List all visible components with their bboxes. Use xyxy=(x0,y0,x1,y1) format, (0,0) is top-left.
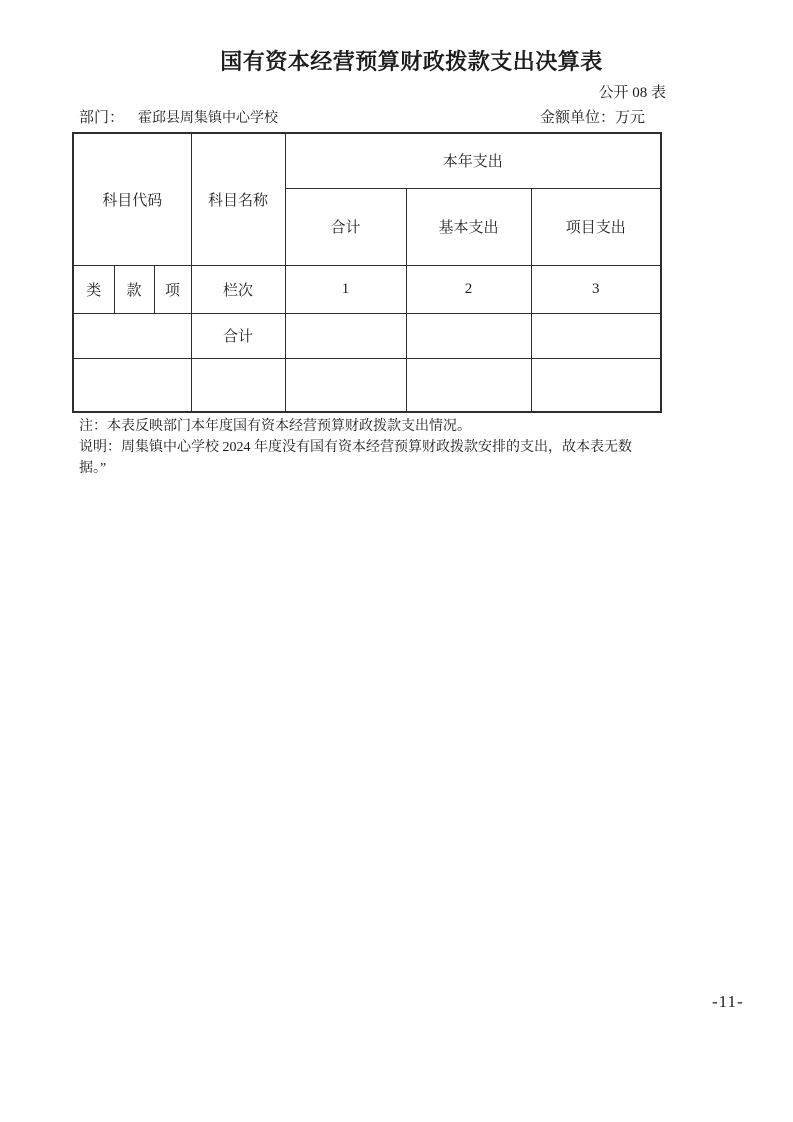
cell-empty-code xyxy=(73,358,191,412)
table-header-row-top xyxy=(73,133,661,188)
amount-unit-label: 金额单位：万元 xyxy=(539,110,645,126)
index-col-1: 1 xyxy=(285,265,406,313)
header-project-expenditure: 项目支出 xyxy=(531,188,661,265)
index-category: 类 xyxy=(73,265,114,313)
index-col-2: 2 xyxy=(406,265,531,313)
explanation-line-2: 据。” xyxy=(79,461,107,476)
department-line xyxy=(79,106,278,127)
table-row-total xyxy=(73,313,661,358)
index-col-3: 3 xyxy=(531,265,661,313)
header-basic-expenditure: 基本支出 xyxy=(406,188,531,265)
header-current-year-expenditure: 本年支出 xyxy=(285,133,661,188)
header-subject-name: 科目名称 xyxy=(191,133,285,265)
page-number: -11- xyxy=(712,992,744,1011)
header-subject-code: 科目代码 xyxy=(73,133,191,265)
cell-total-project xyxy=(531,313,661,358)
department-value: 霍邱县周集镇中心学校 xyxy=(138,111,279,126)
table-index-row xyxy=(73,265,661,313)
cell-total-total xyxy=(285,313,406,358)
index-item: 项 xyxy=(154,265,191,313)
explanation-line-1: 说明：周集镇中心学校 2024 年度没有国有资本经营预算财政拨款安排的支出，故本表无数 xyxy=(79,440,632,455)
cell-empty-project xyxy=(531,358,661,412)
cell-empty-basic xyxy=(406,358,531,412)
form-number-label: 公开 08 表 xyxy=(598,85,666,101)
cell-total-basic xyxy=(406,313,531,358)
expenditure-table xyxy=(72,132,662,413)
table-notes xyxy=(79,416,679,479)
cell-empty-total xyxy=(285,358,406,412)
page-title: 国有资本经营预算财政拨款支出决算表 xyxy=(220,49,603,74)
cell-empty-name xyxy=(191,358,285,412)
department-label: 部门： xyxy=(79,110,125,126)
note-line: 注：本表反映部门本年度国有资本经营预算财政拨款支出情况。 xyxy=(79,419,471,434)
index-section: 款 xyxy=(114,265,154,313)
cell-total-code xyxy=(73,313,191,358)
cell-total-name: 合计 xyxy=(191,313,285,358)
header-total: 合计 xyxy=(285,188,406,265)
index-column-label: 栏次 xyxy=(191,265,285,313)
table-row-empty xyxy=(73,358,661,412)
